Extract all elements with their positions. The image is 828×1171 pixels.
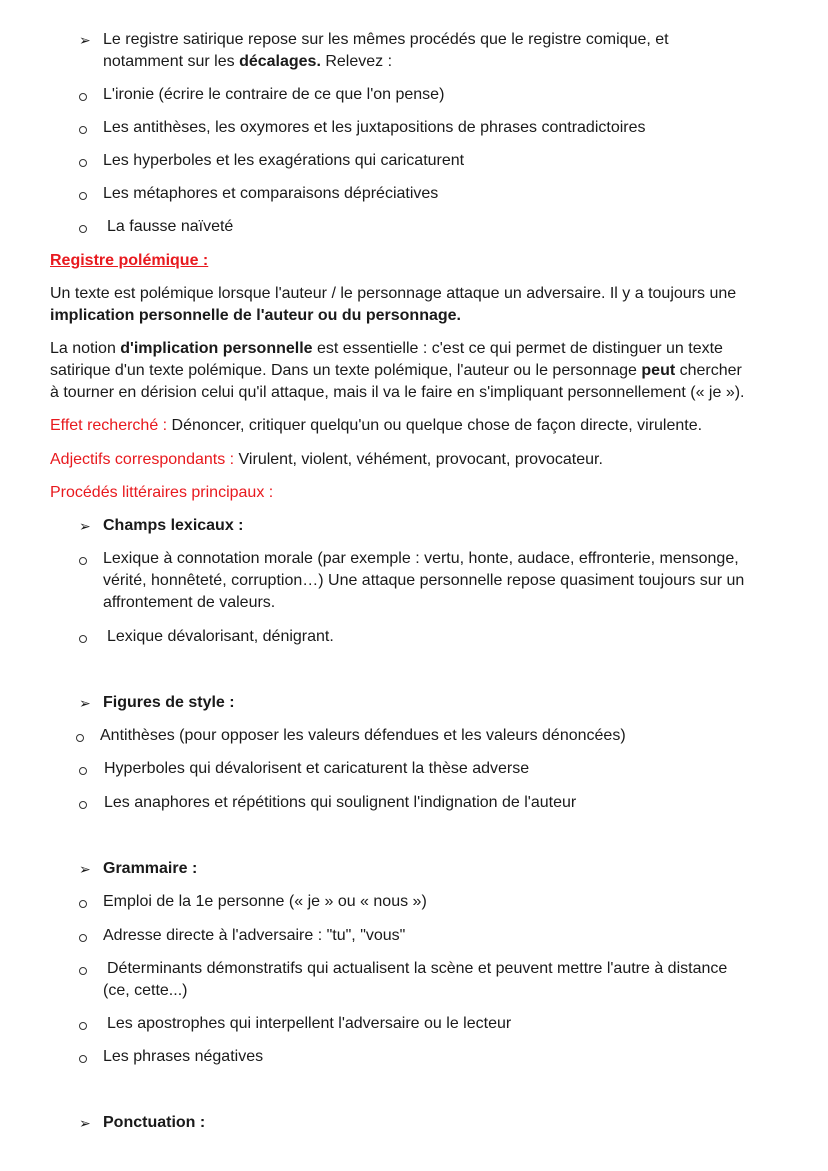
list-item: Les métaphores et comparaisons dépréciatives <box>103 185 439 202</box>
text-run: satirique d'un texte polémique. Dans un texte polémique, l'auteur ou le personnage <box>50 362 642 379</box>
circle-bullet-icon <box>76 734 84 742</box>
circle-bullet-icon <box>79 767 87 775</box>
list-item: Adresse directe à l'adversaire : "tu", "vous" <box>103 927 406 944</box>
list-item: Hyperboles qui dévalorisent et caricaturent la thèse adverse <box>104 760 530 777</box>
circle-bullet-icon <box>79 1022 87 1030</box>
list-item-continuation: affrontement de valeurs. <box>103 594 276 611</box>
list-item: Antithèses (pour opposer les valeurs défendues et les valeurs dénoncées) <box>100 727 626 744</box>
circle-bullet-icon <box>79 900 87 908</box>
arrow-bullet-icon: ➢ <box>79 32 91 48</box>
effect-line <box>50 415 702 437</box>
list-item: Déterminants démonstratifs qui actualisent la scène et peuvent mettre l'autre à distance <box>107 960 728 977</box>
satire-intro-line2 <box>103 51 392 73</box>
effect-text: Dénoncer, critiquer quelqu'un ou quelque chose de façon directe, virulente. <box>171 417 703 434</box>
arrow-bullet-icon: ➢ <box>79 861 91 877</box>
list-item: Les anaphores et répétitions qui soulignent l'indignation de l'auteur <box>104 794 577 811</box>
circle-bullet-icon <box>79 126 87 134</box>
effect-label: Effet recherché : <box>50 417 172 434</box>
list-item: Les phrases négatives <box>103 1048 264 1065</box>
circle-bullet-icon <box>79 192 87 200</box>
list-item: Emploi de la 1e personne (« je » ou « nous ») <box>103 893 427 910</box>
subsection-title-lexical: Champs lexicaux : <box>103 517 244 534</box>
adjectives-text: Virulent, violent, véhément, provocant, provocateur. <box>238 451 603 468</box>
text-run: La notion <box>50 340 121 357</box>
circle-bullet-icon <box>79 93 87 101</box>
notion-line1 <box>50 338 723 360</box>
section-heading-polemic: Registre polémique : <box>50 252 209 269</box>
arrow-bullet-icon: ➢ <box>79 1115 91 1131</box>
list-item-continuation: vérité, honnêteté, corruption…) Une attaque personnelle repose quasiment toujours sur un <box>103 572 745 589</box>
list-item: L'ironie (écrire le contraire de ce que l'on pense) <box>103 86 445 103</box>
circle-bullet-icon <box>79 801 87 809</box>
circle-bullet-icon <box>79 1055 87 1063</box>
subsection-title-figures: Figures de style : <box>103 694 235 711</box>
notion-line2 <box>50 360 742 382</box>
satire-intro-line1: Le registre satirique repose sur les mêmes procédés que le registre comique, et <box>103 31 669 48</box>
bold-term: décalages. <box>239 53 321 70</box>
list-item: Lexique dévalorisant, dénigrant. <box>107 628 334 645</box>
list-item-continuation: (ce, cette...) <box>103 982 188 999</box>
arrow-bullet-icon: ➢ <box>79 518 91 534</box>
list-item: Les hyperboles et les exagérations qui caricaturent <box>103 152 465 169</box>
list-item: La fausse naïveté <box>107 218 234 235</box>
polemic-definition-line1: Un texte est polémique lorsque l'auteur / le personnage attaque un adversaire. Il y a toujours une <box>50 285 737 302</box>
bold-term: peut <box>641 362 676 379</box>
notion-line3: à tourner en dérision celui qu'il attaque, mais il va le faire en s'impliquant personnellement (« je »). <box>50 384 745 401</box>
adjectives-line <box>50 449 603 471</box>
circle-bullet-icon <box>79 635 87 643</box>
adjectives-label: Adjectifs correspondants : <box>50 451 239 468</box>
circle-bullet-icon <box>79 225 87 233</box>
text-run: Relevez : <box>320 53 393 70</box>
circle-bullet-icon <box>79 159 87 167</box>
subsection-title-grammar: Grammaire : <box>103 860 198 877</box>
arrow-bullet-icon: ➢ <box>79 695 91 711</box>
subsection-title-punctuation: Ponctuation : <box>103 1114 206 1131</box>
circle-bullet-icon <box>79 934 87 942</box>
procedures-label: Procédés littéraires principaux : <box>50 484 274 501</box>
text-run: chercher <box>675 362 742 379</box>
text-run: est essentielle : c'est ce qui permet de distinguer un texte <box>312 340 723 357</box>
bold-term: d'implication personnelle <box>120 340 313 357</box>
circle-bullet-icon <box>79 967 87 975</box>
circle-bullet-icon <box>79 557 87 565</box>
list-item: Les apostrophes qui interpellent l'adversaire ou le lecteur <box>107 1015 512 1032</box>
text-run: notamment sur les <box>103 53 240 70</box>
list-item: Les antithèses, les oxymores et les juxtapositions de phrases contradictoires <box>103 119 646 136</box>
list-item: Lexique à connotation morale (par exemple : vertu, honte, audace, effronterie, mensonge, <box>103 550 739 567</box>
polemic-definition-line2: implication personnelle de l'auteur ou du personnage. <box>50 307 461 324</box>
